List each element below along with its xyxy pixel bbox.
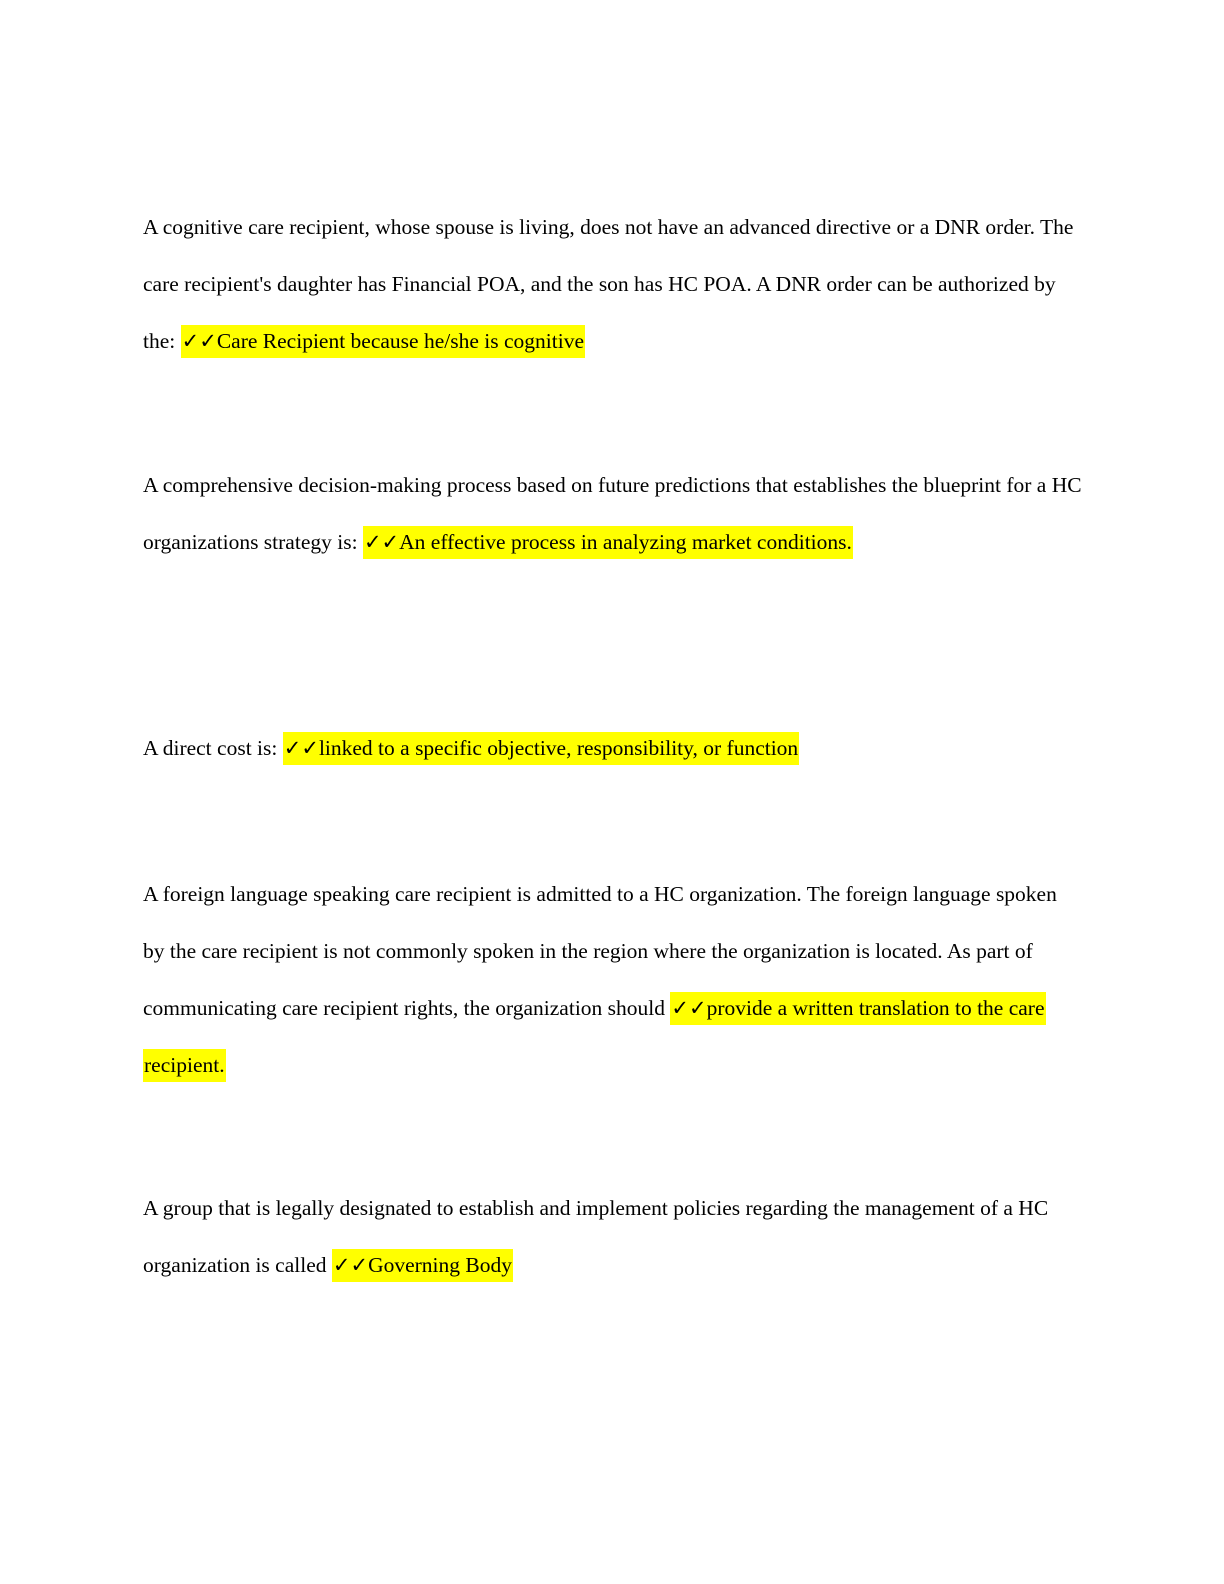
qa-item (143, 199, 1083, 370)
answer-text: Care Recipient because he/she is cognitive (216, 329, 584, 353)
question-text: A cognitive care recipient, whose spouse is living, does not have an advanced directive or a DNR order. The care recipient's daughter has Financial POA, and the son has HC POA. A DNR order can be authorized by the: (143, 215, 1074, 353)
double-check-icon: ✓✓ (671, 996, 707, 1020)
answer-highlight (181, 325, 585, 358)
answer-text: linked to a specific objective, responsibility, or function (318, 736, 799, 760)
question-text: A direct cost is: (143, 736, 283, 760)
qa-item (143, 1180, 1083, 1294)
answer-highlight (283, 732, 799, 765)
qa-item (143, 457, 1083, 571)
double-check-icon: ✓✓ (181, 329, 217, 353)
question-text: A comprehensive decision-making process based on future predictions that establishes the blueprint for a HC organizations strategy is: (143, 473, 1082, 554)
question-text: A foreign language speaking care recipient is admitted to a HC organization. The foreign language spoken by the care recipient is not commonly spoken in the region where the organization is located. As part of communicating care recipient rights, the organization should (143, 882, 1057, 1020)
answer-text: provide a written translation to the care recipient. (144, 996, 1045, 1077)
double-check-icon: ✓✓ (332, 1253, 369, 1277)
qa-item (143, 866, 1083, 1094)
answer-text: Governing Body (368, 1253, 512, 1277)
double-check-icon: ✓✓ (363, 530, 400, 554)
question-text: A group that is legally designated to establish and implement policies regarding the management of a HC organization is called (143, 1196, 1049, 1277)
qa-item (143, 720, 1083, 777)
answer-highlight (363, 526, 853, 559)
answer-text: An effective process in analyzing market conditions. (399, 530, 852, 554)
double-check-icon: ✓✓ (283, 736, 319, 760)
answer-highlight (332, 1249, 513, 1282)
